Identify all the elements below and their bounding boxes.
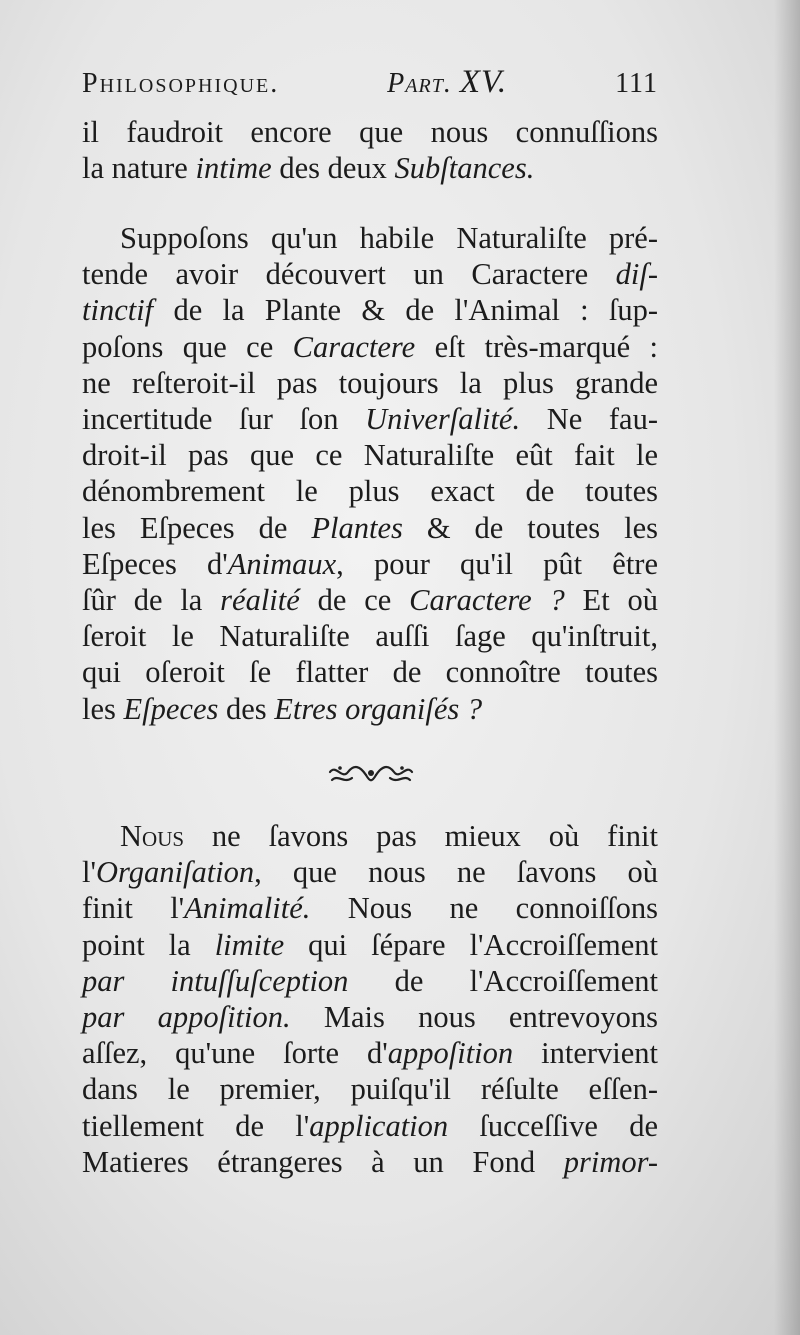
text-run: poſons que ce xyxy=(82,329,293,364)
text-line xyxy=(82,220,658,256)
italic-run: par intuſſuſception xyxy=(82,963,349,998)
text-line xyxy=(82,618,658,654)
text-run: droit-il pas que ce Naturaliſte eût fait le xyxy=(82,438,658,473)
text-line xyxy=(82,1035,658,1071)
text-run: eſt très-marqué : xyxy=(415,329,658,364)
fleuron-ornament-icon xyxy=(326,760,416,790)
text-line xyxy=(82,691,658,727)
italic-run: Univerſalité. xyxy=(365,402,521,437)
italic-run: limite xyxy=(214,927,285,962)
text-run: ſucceſſive de xyxy=(448,1108,658,1143)
text-line xyxy=(82,546,658,582)
italic-run: Etres organiſés ? xyxy=(274,691,483,726)
text-line xyxy=(82,818,658,854)
text-run: dénombrement le plus exact de toutes xyxy=(82,474,658,509)
italic-run: réalité xyxy=(220,583,300,618)
text-run: qui oſeroit ſe flatter de connoître toutes xyxy=(82,655,658,690)
text-run: de l'Accroiſſement xyxy=(348,963,658,998)
text-run: tende avoir découvert un Caractere xyxy=(82,257,616,292)
text-line xyxy=(82,1108,658,1144)
running-title: Philosophique. xyxy=(82,68,280,99)
text-run: tiellement de l' xyxy=(82,1108,310,1143)
paragraph-1 xyxy=(82,114,658,186)
italic-run: Plantes xyxy=(311,510,403,545)
italic-run: Organiſation xyxy=(95,855,255,890)
text-run: Matieres étrangeres à un Fond xyxy=(82,1144,564,1179)
text-line xyxy=(82,365,658,401)
part-number: XV. xyxy=(459,64,508,100)
text-run: les xyxy=(82,691,124,726)
italic-run: Eſpeces xyxy=(123,691,219,726)
text-run: & de toutes les xyxy=(402,510,658,545)
text-run: aſſez, qu'une ſorte d' xyxy=(82,1036,388,1071)
italic-run: Caractere xyxy=(292,329,416,364)
text-run: la nature xyxy=(82,151,196,186)
text-run: Mais nous entrevoyons xyxy=(290,1000,658,1035)
text-run: , pour qu'il pût être xyxy=(336,546,658,581)
text-run: ſûr de la xyxy=(82,583,221,618)
text-run: l' xyxy=(82,855,96,890)
text-line xyxy=(82,292,658,328)
italic-run: intime xyxy=(195,151,272,186)
text-line xyxy=(82,999,658,1035)
text-line xyxy=(82,854,658,890)
italic-run: primor- xyxy=(563,1144,658,1179)
text-line xyxy=(82,114,658,150)
text-run: les Eſpeces de xyxy=(82,510,312,545)
text-run: intervient xyxy=(513,1036,658,1071)
text-line xyxy=(82,256,658,292)
text-line xyxy=(82,654,658,690)
paragraph-2 xyxy=(82,220,658,727)
italic-run: par appoſition. xyxy=(82,1000,291,1035)
text-line xyxy=(82,927,658,963)
text-run: Suppoſons qu'un habile Naturaliſte pré- xyxy=(120,221,658,255)
text-line xyxy=(82,401,658,437)
text-run: Nous ne connoiſſons xyxy=(310,891,658,926)
text-line xyxy=(82,582,658,618)
italic-run: Animalité. xyxy=(184,891,311,926)
text-line xyxy=(82,963,658,999)
part-indicator xyxy=(387,64,507,101)
text-run: de la Plante & de l'Animal : ſup- xyxy=(153,293,658,328)
text-run: il faudroit encore que nous connuſſions xyxy=(82,115,658,149)
small-caps-run: Nous xyxy=(120,819,185,853)
text-run: , que nous ne ſavons où xyxy=(254,855,658,890)
text-run: qui ſépare l'Accroiſſement xyxy=(284,927,658,962)
italic-run: appoſition xyxy=(387,1036,514,1071)
text-line xyxy=(82,890,658,926)
text-run: dans le premier, puiſqu'il réſulte eſſen- xyxy=(82,1072,658,1107)
italic-run: application xyxy=(309,1108,449,1143)
text-run: finit l' xyxy=(82,891,185,926)
italic-run: Caractere ? xyxy=(409,583,565,618)
text-run: ſeroit le Naturaliſte auſſi ſage qu'inſtruit, xyxy=(82,619,658,654)
text-line xyxy=(82,1071,658,1107)
text-line xyxy=(82,1144,658,1180)
part-label: Part. xyxy=(387,68,452,99)
page-edge-shadow xyxy=(774,0,800,1335)
text-run: point la xyxy=(82,927,215,962)
italic-run: Subſtances. xyxy=(394,151,535,186)
text-run: Eſpeces d' xyxy=(82,546,228,581)
text-line xyxy=(82,473,658,509)
page-number: 111 xyxy=(615,68,658,99)
text-run: Ne fau- xyxy=(520,402,658,437)
text-line xyxy=(82,437,658,473)
text-line xyxy=(82,329,658,365)
text-run: des xyxy=(218,691,275,726)
italic-run: tinctif xyxy=(82,293,154,328)
text-run: des deux xyxy=(271,151,395,186)
text-run: ne reſteroit-il pas toujours la plus grande xyxy=(82,365,658,400)
text-run: ne ſavons pas mieux où finit xyxy=(184,819,658,853)
italic-run: Animaux xyxy=(227,546,337,581)
text-line xyxy=(82,510,658,546)
italic-run: diſ- xyxy=(615,257,658,292)
text-run: de ce xyxy=(299,583,410,618)
paragraph-3 xyxy=(82,818,658,1180)
text-line xyxy=(82,150,658,186)
text-run: Et où xyxy=(564,583,658,618)
running-header xyxy=(82,64,658,104)
text-run: incertitude ſur ſon xyxy=(82,402,366,437)
